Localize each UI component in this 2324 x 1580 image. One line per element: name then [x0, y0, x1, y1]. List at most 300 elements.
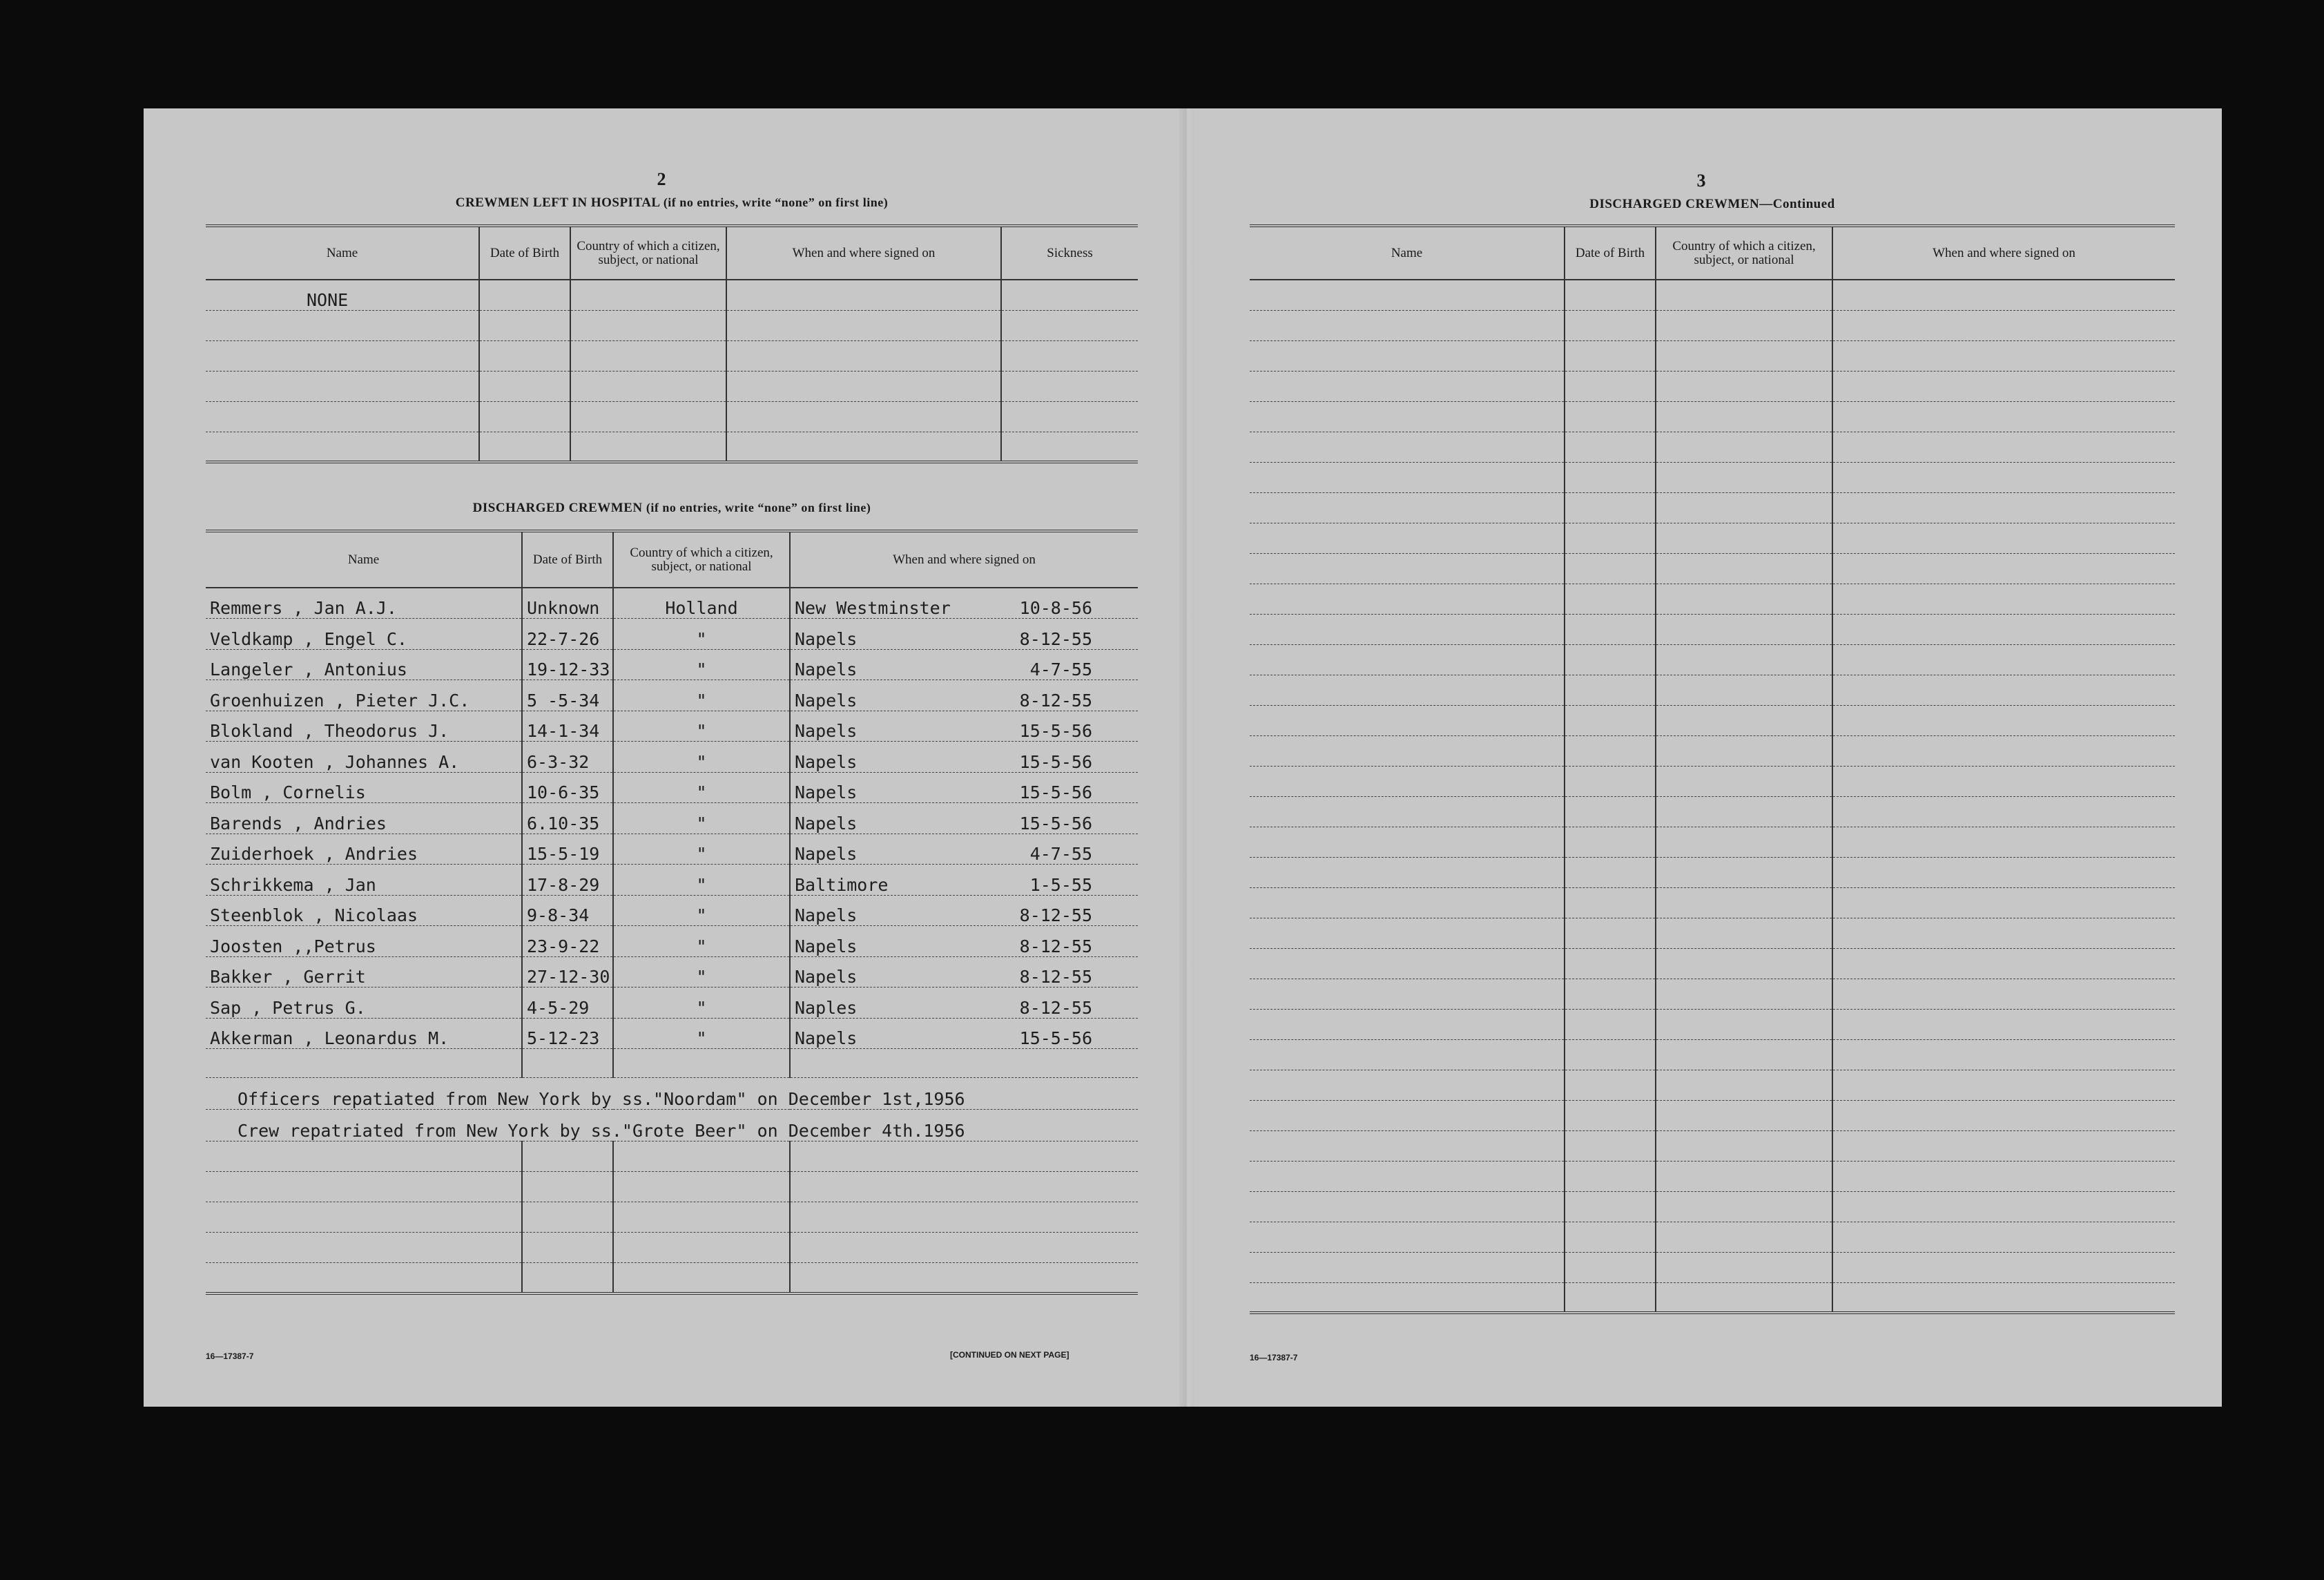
table-row [1250, 432, 2175, 462]
table-cell [1250, 644, 1565, 675]
table-cell [206, 1141, 522, 1172]
table-cell [206, 1049, 522, 1078]
crew-dob: 22-7-26 [522, 619, 613, 650]
crew-country: " [613, 1018, 790, 1049]
crew-name: Joosten ,,Petrus [206, 926, 522, 957]
table-cell [570, 432, 726, 462]
table-cell [1832, 553, 2175, 584]
signed-on-wrap [795, 936, 1134, 956]
table-row [1250, 827, 2175, 857]
table-cell [1832, 1222, 2175, 1252]
table-row [206, 340, 1138, 371]
table-cell [1832, 644, 2175, 675]
crew-signed-on [790, 987, 1138, 1019]
signed-on-place: Napels [795, 782, 858, 802]
table-cell [1565, 1009, 1656, 1039]
crew-signed-on [790, 772, 1138, 803]
table-cell [1656, 1161, 1832, 1191]
table-cell [1565, 492, 1656, 523]
table-cell [1832, 1282, 2175, 1313]
table-cell [1832, 371, 2175, 401]
crew-country: " [613, 865, 790, 896]
table-cell [1250, 735, 1565, 766]
col-country: Country of which a citizen, subject, or national [1656, 226, 1832, 280]
crew-name: Bakker , Gerrit [206, 956, 522, 987]
crew-country: " [613, 803, 790, 834]
signed-on-place: Napels [795, 936, 858, 956]
table-cell [1565, 1222, 1656, 1252]
table-cell [1565, 401, 1656, 432]
table-cell [613, 1233, 790, 1263]
table-cell [613, 1263, 790, 1293]
col-country: Country of which a citizen, subject, or national [613, 531, 790, 588]
table-cell [206, 1263, 522, 1293]
table-row [206, 310, 1138, 340]
crew-name: van Kooten , Johannes A. [206, 742, 522, 773]
table-cell [1656, 796, 1832, 827]
signed-on-place: Baltimore [795, 874, 889, 895]
discharged-heading-title: DISCHARGED CREWMEN [472, 501, 643, 515]
signed-on-place: Napels [795, 628, 858, 649]
table-cell [570, 340, 726, 371]
table-cell [1832, 584, 2175, 614]
crew-name: Akkerman , Leonardus M. [206, 1018, 522, 1049]
table-cell [1656, 766, 1832, 796]
table-cell [1656, 675, 1832, 705]
col-name: Name [1250, 226, 1565, 280]
table-row [206, 865, 1138, 896]
table-cell [1832, 918, 2175, 948]
table-row [1250, 796, 2175, 827]
crew-name: Steenblok , Nicolaas [206, 895, 522, 926]
signed-on-wrap [795, 1028, 1134, 1048]
table-row [1250, 371, 2175, 401]
table-cell [1832, 340, 2175, 371]
col-signed-on: When and where signed on [1832, 226, 2175, 280]
signed-on-wrap [795, 967, 1134, 987]
table-row [206, 1263, 1138, 1293]
table-cell [479, 432, 570, 462]
signed-on-wrap [795, 905, 1134, 925]
discharged-heading [206, 501, 1138, 516]
table-cell [1565, 827, 1656, 857]
right-page [1194, 108, 2222, 1407]
table-row [1250, 948, 2175, 979]
signed-on-place: Napels [795, 659, 858, 680]
table-cell [726, 371, 1001, 401]
table-cell [1832, 1130, 2175, 1161]
table-cell [570, 280, 726, 310]
table-cell [206, 371, 479, 401]
crew-country: " [613, 649, 790, 680]
note-row [206, 1110, 1138, 1141]
signed-on-wrap [795, 813, 1134, 834]
table-cell [1250, 1252, 1565, 1282]
signed-on-place: Napels [795, 844, 858, 864]
table-cell [790, 1172, 1138, 1202]
table-cell [1832, 1039, 2175, 1070]
table-cell [1565, 675, 1656, 705]
crew-dob: 5-12-23 [522, 1018, 613, 1049]
signed-on-date: 4-7-55 [1029, 659, 1092, 680]
table-cell [613, 1202, 790, 1233]
entry-none: NONE [307, 289, 349, 310]
table-row [206, 987, 1138, 1019]
table-cell [613, 1172, 790, 1202]
table-cell [1250, 401, 1565, 432]
table-cell [1656, 735, 1832, 766]
table-cell [1656, 492, 1832, 523]
crew-country: " [613, 895, 790, 926]
table-cell [1832, 492, 2175, 523]
crew-country: " [613, 619, 790, 650]
table-cell [790, 1263, 1138, 1293]
crew-dob: 4-5-29 [522, 987, 613, 1019]
table-cell [1250, 1161, 1565, 1191]
crew-dob: 15-5-19 [522, 834, 613, 865]
table-row [1250, 310, 2175, 340]
table-row [206, 371, 1138, 401]
table-cell [1656, 948, 1832, 979]
table-cell [1656, 584, 1832, 614]
crew-signed-on [790, 926, 1138, 957]
table-cell [1001, 401, 1138, 432]
signed-on-place: Napels [795, 905, 858, 925]
table-row [1250, 1100, 2175, 1130]
signed-on-place: Napels [795, 751, 858, 772]
table-cell [522, 1049, 613, 1078]
table-cell [1250, 887, 1565, 918]
continued-heading: DISCHARGED CREWMEN—Continued [1589, 197, 1835, 211]
table-cell [206, 401, 479, 432]
signed-on-date: 15-5-56 [1019, 782, 1092, 802]
table-row [206, 711, 1138, 742]
table-row [206, 926, 1138, 957]
table-row [206, 956, 1138, 987]
crew-country: " [613, 834, 790, 865]
signed-on-date: 8-12-55 [1019, 967, 1092, 987]
note-cell [206, 1078, 1138, 1110]
page-number: 3 [1696, 171, 1706, 191]
table-cell [726, 310, 1001, 340]
table-cell [1656, 1070, 1832, 1100]
note-row [206, 1078, 1138, 1110]
table-row [206, 1172, 1138, 1202]
table-row [1250, 401, 2175, 432]
crew-dob: 10-6-35 [522, 772, 613, 803]
repatriation-note: Crew repatriated from New York by ss."Grote Beer" on December 4th.1956 [238, 1121, 965, 1141]
table-cell [479, 340, 570, 371]
page-fold [1179, 108, 1194, 1407]
crew-signed-on [790, 619, 1138, 650]
col-dob: Date of Birth [479, 226, 570, 280]
table-cell [1250, 948, 1565, 979]
table-cell [1250, 1100, 1565, 1130]
table-cell [726, 340, 1001, 371]
crew-signed-on [790, 956, 1138, 987]
table-cell [1565, 1161, 1656, 1191]
table-cell [1656, 887, 1832, 918]
table-cell [1656, 310, 1832, 340]
table-cell [1656, 523, 1832, 553]
signed-on-wrap [795, 752, 1134, 772]
signed-on-wrap [795, 782, 1134, 802]
table-cell [1565, 857, 1656, 887]
crew-dob: 6.10-35 [522, 803, 613, 834]
table-cell [1832, 523, 2175, 553]
table-cell [1832, 462, 2175, 492]
table-cell [1832, 1009, 2175, 1039]
signed-on-place: New Westminster [795, 598, 951, 618]
table-row [206, 742, 1138, 773]
signed-on-date: 15-5-56 [1019, 751, 1092, 772]
table-cell [206, 1233, 522, 1263]
signed-on-wrap [795, 844, 1134, 864]
discharged-heading-note: (if no entries, write “none” on first line) [646, 501, 871, 514]
signed-on-date: 10-8-56 [1019, 598, 1092, 618]
table-cell [1656, 1191, 1832, 1222]
table-row [1250, 1070, 2175, 1100]
table-cell [1656, 1039, 1832, 1070]
table-cell [1832, 796, 2175, 827]
table-row [206, 432, 1138, 462]
table-cell [1565, 918, 1656, 948]
table-cell [1656, 340, 1832, 371]
table-cell [726, 280, 1001, 310]
table-row [1250, 766, 2175, 796]
table-cell [570, 371, 726, 401]
table-cell [1250, 1130, 1565, 1161]
table-cell [1250, 523, 1565, 553]
table-cell [1250, 584, 1565, 614]
table-cell [1656, 1282, 1832, 1313]
table-cell [1832, 614, 2175, 644]
crew-name: Veldkamp , Engel C. [206, 619, 522, 650]
table-row [206, 619, 1138, 650]
signed-on-date: 8-12-55 [1019, 628, 1092, 649]
table-cell [522, 1233, 613, 1263]
signed-on-wrap [795, 691, 1134, 711]
table-row [1250, 1222, 2175, 1252]
col-signed-on: When and where signed on [726, 226, 1001, 280]
col-name: Name [206, 531, 522, 588]
table-row [1250, 280, 2175, 310]
table-cell [613, 1049, 790, 1078]
form-number: 16—17387-7 [206, 1351, 254, 1361]
table-cell [1832, 766, 2175, 796]
repatriation-note: Officers repatiated from New York by ss."Noordam" on December 1st,1956 [238, 1089, 965, 1109]
discharged-table [206, 530, 1138, 1295]
table-cell [1250, 918, 1565, 948]
table-cell [1001, 340, 1138, 371]
table-cell [1565, 1070, 1656, 1100]
hospital-heading-note: (if no entries, write “none” on first line) [663, 195, 889, 209]
signed-on-date: 15-5-56 [1019, 813, 1092, 834]
table-row [1250, 979, 2175, 1009]
col-dob: Date of Birth [1565, 226, 1656, 280]
table-cell [479, 310, 570, 340]
table-cell [1565, 553, 1656, 584]
table-cell [1832, 887, 2175, 918]
table-row [1250, 735, 2175, 766]
col-signed-on: When and where signed on [790, 531, 1138, 588]
table-cell [1656, 432, 1832, 462]
table-row [1250, 614, 2175, 644]
table-row [206, 1141, 1138, 1172]
crew-signed-on [790, 865, 1138, 896]
table-cell [1832, 735, 2175, 766]
table-row [1250, 918, 2175, 948]
table-cell [1656, 857, 1832, 887]
table-cell [206, 432, 479, 462]
signed-on-place: Napels [795, 813, 858, 834]
table-cell [522, 1202, 613, 1233]
table-cell [1250, 462, 1565, 492]
table-row [206, 834, 1138, 865]
crew-signed-on [790, 680, 1138, 711]
table-cell [1565, 735, 1656, 766]
table-cell [1250, 614, 1565, 644]
table-row [206, 1049, 1138, 1078]
table-cell [1250, 371, 1565, 401]
table-row [1250, 887, 2175, 918]
signed-on-wrap [795, 998, 1134, 1018]
crew-signed-on [790, 649, 1138, 680]
table-cell [790, 1049, 1138, 1078]
table-cell [1250, 979, 1565, 1009]
table-cell [1250, 553, 1565, 584]
table-cell [1565, 340, 1656, 371]
table-cell [1565, 644, 1656, 675]
signed-on-place: Napels [795, 690, 858, 711]
table-cell [1250, 857, 1565, 887]
signed-on-date: 8-12-55 [1019, 936, 1092, 956]
table-cell [1656, 918, 1832, 948]
table-cell [1832, 948, 2175, 979]
table-row [206, 401, 1138, 432]
table-cell [1250, 1070, 1565, 1100]
table-cell [1832, 827, 2175, 857]
table-cell [522, 1172, 613, 1202]
table-cell [1832, 432, 2175, 462]
col-country: Country of which a citizen, subject, or national [570, 226, 726, 280]
crew-country: " [613, 926, 790, 957]
table-row [1250, 675, 2175, 705]
table-cell [479, 371, 570, 401]
table-cell [790, 1141, 1138, 1172]
crew-signed-on [790, 1018, 1138, 1049]
table-row [1250, 1039, 2175, 1070]
table-cell [1656, 705, 1832, 735]
table-cell [613, 1141, 790, 1172]
hospital-table [206, 224, 1138, 463]
table-row [1250, 705, 2175, 735]
table-cell [1832, 705, 2175, 735]
table-cell [1250, 1282, 1565, 1313]
table-cell [1656, 401, 1832, 432]
table-row [1250, 584, 2175, 614]
table-row [206, 280, 1138, 310]
table-cell [1250, 796, 1565, 827]
table-cell [1001, 280, 1138, 310]
crew-dob: 23-9-22 [522, 926, 613, 957]
table-cell [1250, 340, 1565, 371]
crew-dob: 5 -5-34 [522, 680, 613, 711]
crew-signed-on [790, 834, 1138, 865]
table-cell [1250, 492, 1565, 523]
table-row [206, 1018, 1138, 1049]
crew-dob: 6-3-32 [522, 742, 613, 773]
crew-country: " [613, 987, 790, 1019]
crew-country: " [613, 711, 790, 742]
col-sickness: Sickness [1001, 226, 1138, 280]
signed-on-place: Napels [795, 1028, 858, 1048]
col-name: Name [206, 226, 479, 280]
crew-dob: 19-12-33 [522, 649, 613, 680]
table-row [1250, 523, 2175, 553]
table-cell [522, 1263, 613, 1293]
crew-signed-on [790, 803, 1138, 834]
page-number: 2 [657, 169, 666, 189]
table-cell [1250, 705, 1565, 735]
table-cell [1565, 1282, 1656, 1313]
crew-name: Langeler , Antonius [206, 649, 522, 680]
crew-name: Blokland , Theodorus J. [206, 711, 522, 742]
signed-on-place: Napels [795, 721, 858, 741]
table-cell [1656, 827, 1832, 857]
hospital-heading [206, 195, 1138, 211]
signed-on-place: Napels [795, 967, 858, 987]
table-cell [1565, 310, 1656, 340]
signed-on-date: 15-5-56 [1019, 721, 1092, 741]
table-row [206, 680, 1138, 711]
table-cell [1250, 827, 1565, 857]
left-page [144, 108, 1179, 1407]
table-cell [1250, 310, 1565, 340]
table-cell [1565, 705, 1656, 735]
table-row [206, 1233, 1138, 1263]
table-cell [570, 401, 726, 432]
table-cell [1656, 1009, 1832, 1039]
table-cell [1656, 979, 1832, 1009]
table-cell [570, 310, 726, 340]
discharged-continued-table [1250, 224, 2175, 1314]
table-cell [1565, 1100, 1656, 1130]
table-row [1250, 857, 2175, 887]
table-row [1250, 340, 2175, 371]
crew-name: Bolm , Cornelis [206, 772, 522, 803]
crew-name: Remmers , Jan A.J. [206, 588, 522, 619]
crew-dob: 14-1-34 [522, 711, 613, 742]
table-cell [206, 1172, 522, 1202]
table-cell [1832, 1191, 2175, 1222]
table-cell [1656, 280, 1832, 310]
table-cell [1250, 1191, 1565, 1222]
table-cell [1001, 432, 1138, 462]
table-cell [1656, 644, 1832, 675]
table-cell [1832, 1252, 2175, 1282]
table-row [206, 588, 1138, 619]
table-cell [1832, 979, 2175, 1009]
hospital-heading-title: CREWMEN LEFT IN HOSPITAL [455, 195, 660, 210]
table-cell [790, 1233, 1138, 1263]
table-cell [522, 1141, 613, 1172]
crew-signed-on [790, 742, 1138, 773]
manifest-sheet [144, 108, 2222, 1407]
table-row [1250, 553, 2175, 584]
table-cell [1565, 887, 1656, 918]
table-cell [1565, 766, 1656, 796]
